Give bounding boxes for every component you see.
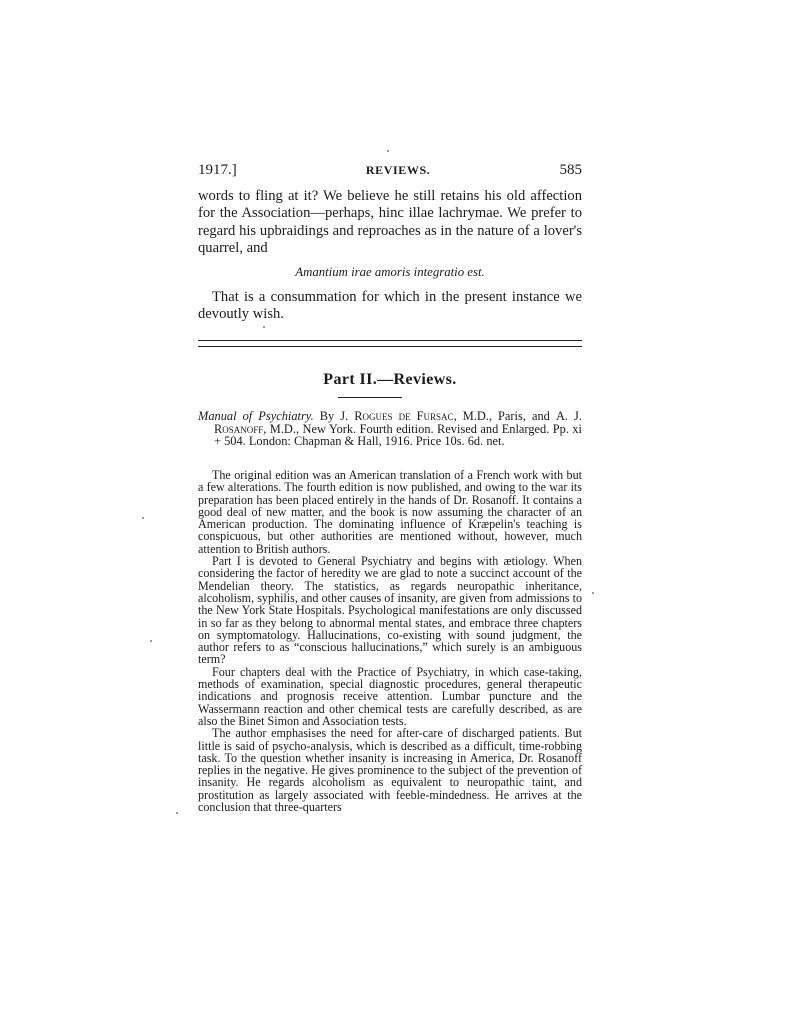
page-number: 585 <box>559 162 582 178</box>
paper-speck <box>387 150 389 152</box>
year-label: 1917.] <box>198 162 237 178</box>
review-paragraph-3: Four chapters deal with the Practice of Psychiatry, in which case-taking, methods of examination, special diagnostic procedures, general therapeutic indications and prognosis receive attention. Lumbar puncture and the Wassermann reaction and other chemical tests are carefully described, as are also the Binet Simon and Association tests. <box>198 664 582 728</box>
part-title: Part II.—Reviews. <box>323 371 457 388</box>
continuation-text <box>198 188 582 324</box>
double-rule-divider <box>198 340 582 347</box>
by-label: By <box>319 409 335 423</box>
edition-details: , M.D., New York. Fourth edition. Revised and Enlarged. Pp. xi + 504. London: Chapman & Hall, 1916. Price 10s. 6d. net. <box>214 421 582 449</box>
author-name: J. Rogues de Fursac <box>340 409 454 423</box>
paper-speck <box>176 812 178 814</box>
running-head <box>198 162 582 179</box>
coauthor-name: A. J. Rosanoff <box>214 409 582 436</box>
review-paragraph-4: The author emphasises the need for after-care of discharged patients. But little is said of psycho-analysis, which is described as a difficult, time-robbing task. To the question whether insanity is increasing in America, Dr. Rosanoff replies in the negative. He gives prominence to the subject of the prevention of insanity. He regards alcoholism as equivalent to neuropathic taint, and prostitution as largely associated with feeble-mindedness. He arrives at the conclusion that three-quarters <box>198 726 582 815</box>
review-citation <box>198 410 582 448</box>
review-body <box>198 469 582 813</box>
review-paragraph-1: The original edition was an American translation of a French work with but a few alterations. The fourth edition is now published, and owing to the war its preparation has been placed entirely in the hands of Dr. Rosanoff. It contains a good deal of new matter, and the book is now assuming the character of an American production. The dominating influence of Kræpelin's teaching is conspicuous, but other authorities are mentioned without, however, much attention to British authors. <box>198 468 582 556</box>
closing-paragraph: That is a consummation for which in the present instance we devoutly wish. <box>198 289 582 323</box>
book-title: Manual of Psychiatry. <box>198 409 314 423</box>
paper-speck <box>592 592 594 594</box>
paper-speck <box>142 517 144 519</box>
continuation-paragraph: words to fling at it? We believe he still retains his old affection for the Association—perhaps, hinc illae lachrymae. We prefer to regard his upbraidings and reproaches as in the nature of a lover's quarrel, and <box>198 188 582 257</box>
short-rule-divider <box>338 397 402 398</box>
author-affiliation: , M.D., Paris, and <box>453 409 550 423</box>
latin-quote: Amantium irae amoris integratio est. <box>295 264 485 279</box>
review-paragraph-2: Part I is devoted to General Psychiatry and begins with ætiology. When considering the factor of heredity we are glad to note a succinct account of the Mendelian theory. The statistics, as regards neuropathic inheritance, alcoholism, syphilis, and other causes of insanity, are given from admissions to the New York State Hospitals. Psychological manifestations are only discussed in so far as they belong to abnormal mental states, and embrace three chapters on symptomatology. Hallucinations, co-existing with sound judgment, the author refers to as “conscious hallucinations,” which surely is an ambiguous term? <box>198 554 582 667</box>
paper-speck <box>150 640 152 642</box>
section-label: REVIEWS. <box>365 163 431 177</box>
paper-speck <box>263 326 265 328</box>
